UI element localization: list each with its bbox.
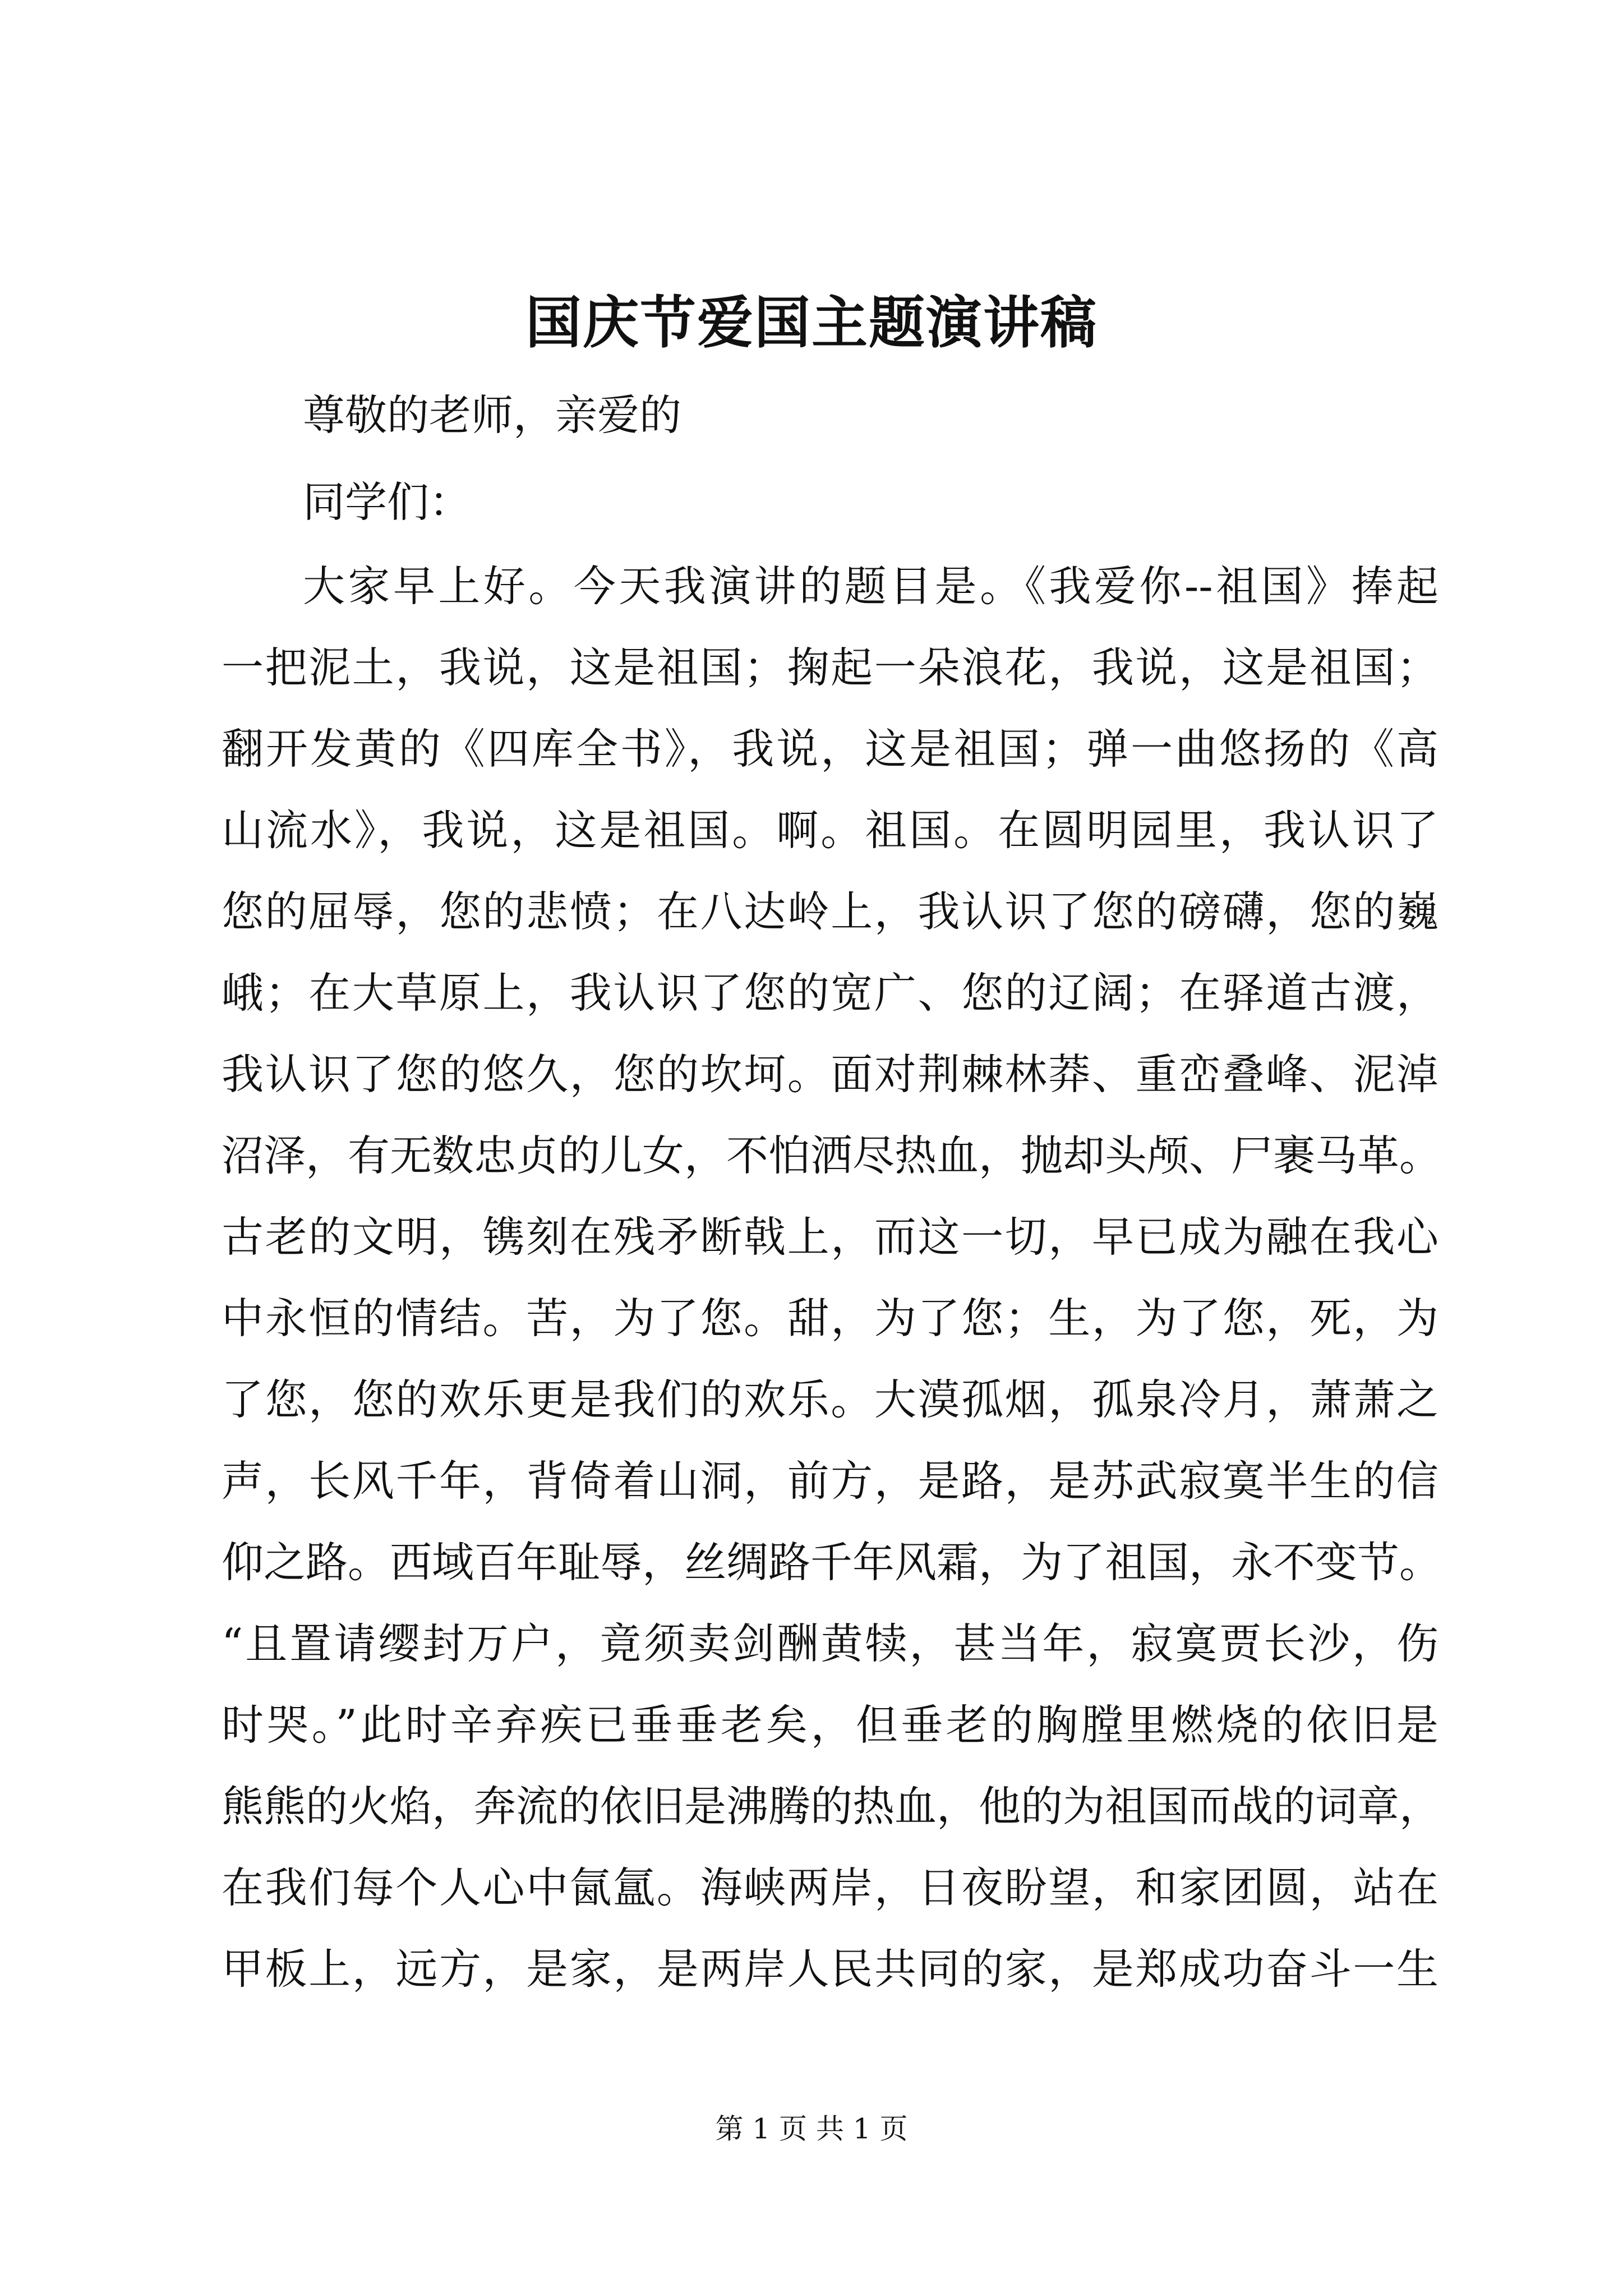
body-text-line: 您的屈辱，您的悲愤；在八达岭上，我认识了您的磅礴，您的巍 [222, 887, 1438, 936]
body-text-line: 大家早上好。今天我演讲的题目是。《我爱你--祖国》捧起 [303, 562, 1438, 611]
body-text-line: 山流水》，我说，这是祖国。啊。祖国。在圆明园里，我认识了 [222, 806, 1438, 855]
body-text-line: 熊熊的火焰，奔流的依旧是沸腾的热血，他的为祖国而战的词章， [222, 1782, 1442, 1831]
body-text-line: 仰之路。西域百年耻辱，丝绸路千年风霜，为了祖国，永不变节。 [222, 1538, 1442, 1587]
body-text-line: 沼泽，有无数忠贞的儿女，不怕洒尽热血，抛却头颅、尸裹马革。 [222, 1131, 1442, 1180]
page-footer: 第 1 页 共 1 页 [715, 2113, 908, 2145]
body-text-line: 翻开发黄的《四库全书》，我说，这是祖国；弹一曲悠扬的《高 [222, 724, 1438, 774]
body-text-line: 我认识了您的悠久，您的坎坷。面对荆棘林莽、重峦叠峰、泥淖 [222, 1050, 1438, 1099]
body-text-line: 在我们每个人心中氤氲。海峡两岸，日夜盼望，和家团圆，站在 [222, 1863, 1438, 1912]
body-text-line: 甲板上，远方，是家，是两岸人民共同的家，是郑成功奋斗一生 [222, 1944, 1438, 1994]
body-text-line: 中永恒的情结。苦，为了您。甜，为了您；生，为了您，死，为 [222, 1294, 1438, 1343]
document-title: 国庆节爱国主题演讲稿 [525, 289, 1098, 356]
body-text-line: 古老的文明，镌刻在残矛断戟上，而这一切，早已成为融在我心 [222, 1212, 1438, 1262]
body-text-line: 时哭。”此时辛弃疾已垂垂老矣，但垂老的胸膛里燃烧的依旧是 [222, 1700, 1438, 1750]
body-text-line: 峨；在大草原上，我认识了您的宽广、您的辽阔；在驿道古渡， [222, 968, 1438, 1018]
greeting-line: 同学们： [303, 477, 472, 527]
speech-body [222, 558, 1442, 2022]
body-text-line: “且置请缨封万户，竟须卖剑酬黄犊，甚当年，寂寞贾长沙，伤 [222, 1619, 1438, 1668]
body-text-line: 一把泥土，我说，这是祖国；掬起一朵浪花，我说，这是祖国； [222, 643, 1438, 692]
body-text-line: 声，长风千年，背倚着山洞，前方，是路，是苏武寂寞半生的信 [222, 1456, 1438, 1506]
greeting-line: 尊敬的老师，亲爱的 [303, 390, 682, 440]
body-text-line: 了您，您的欢乐更是我们的欢乐。大漠孤烟，孤泉冷月，萧萧之 [222, 1375, 1438, 1424]
